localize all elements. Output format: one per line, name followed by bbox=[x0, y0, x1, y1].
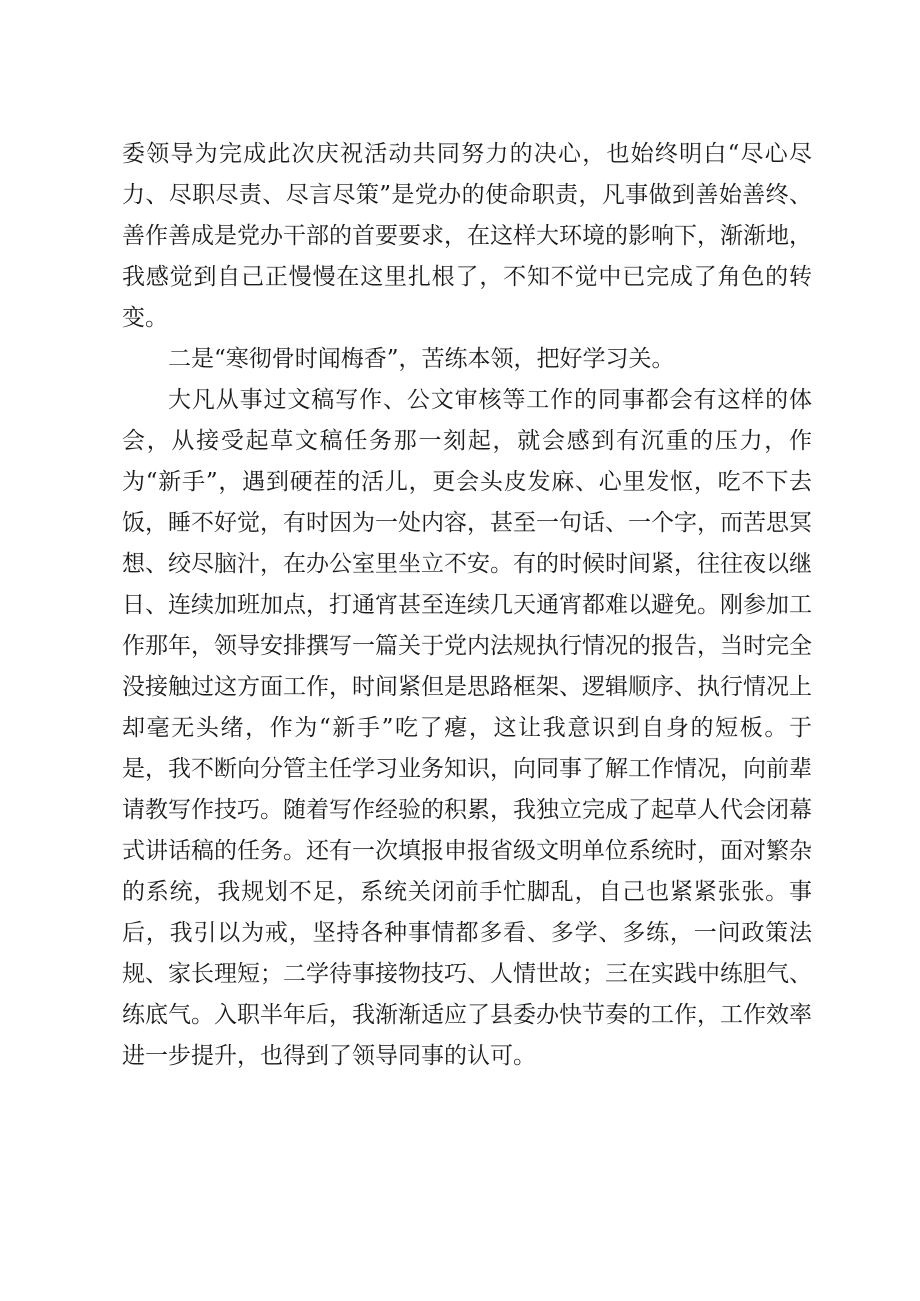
document-body bbox=[122, 134, 812, 1077]
paragraph-continuation: 委领导为完成此次庆祝活动共同努力的决心，也始终明白“尽心尽力、尽职尽责、尽言尽策”是党办的使命职责，凡事做到善始善终、善作善成是党办干部的首要要求，在这样大环境的影响下，渐渐地，我感觉到自己正慢慢在这里扎根了，不知不觉中已完成了角色的转变。 bbox=[122, 141, 812, 331]
paragraph-body: 大凡从事过文稿写作、公文审核等工作的同事都会有这样的体会，从接受起草文稿任务那一刻起，就会感到有沉重的压力，作为“新手”，遇到硬茬的活儿，更会头皮发麻、心里发怄，吃不下去饭，睡不好觉，有时因为一处内容，甚至一句话、一个字，而苦思冥想、绞尽脑汁，在办公室里坐立不安。有的时候时间紧，往往夜以继日、连续加班加点，打通宵甚至连续几天通宵都难以避免。刚参加工作那年，领导安排撰写一篇关于党内法规执行情况的报告，当时完全没接触过这方面工作，时间紧但是思路框架、逻辑顺序、执行情况上却毫无头绪，作为“新手”吃了瘪，这让我意识到自身的短板。于是，我不断向分管主任学习业务知识，向同事了解工作情况，向前辈请教写作技巧。随着写作经验的积累，我独立完成了起草人代会闭幕式讲话稿的任务。还有一次填报申报省级文明单位系统时，面对繁杂的系统，我规划不足，系统关闭前手忙脚乱，自己也紧紧张张。事后，我引以为戒，坚持各种事情都多看、多学、多练，一问政策法规、家长理短；二学待事接物技巧、人情世故；三在实践中练胆气、练底气。入职半年后，我渐渐适应了县委办快节奏的工作，工作效率进一步提升，也得到了领导同事的认可。 bbox=[122, 387, 812, 1069]
section-heading: 二是“寒彻骨时闻梅香”，苦练本领，把好学习关。 bbox=[168, 346, 675, 372]
